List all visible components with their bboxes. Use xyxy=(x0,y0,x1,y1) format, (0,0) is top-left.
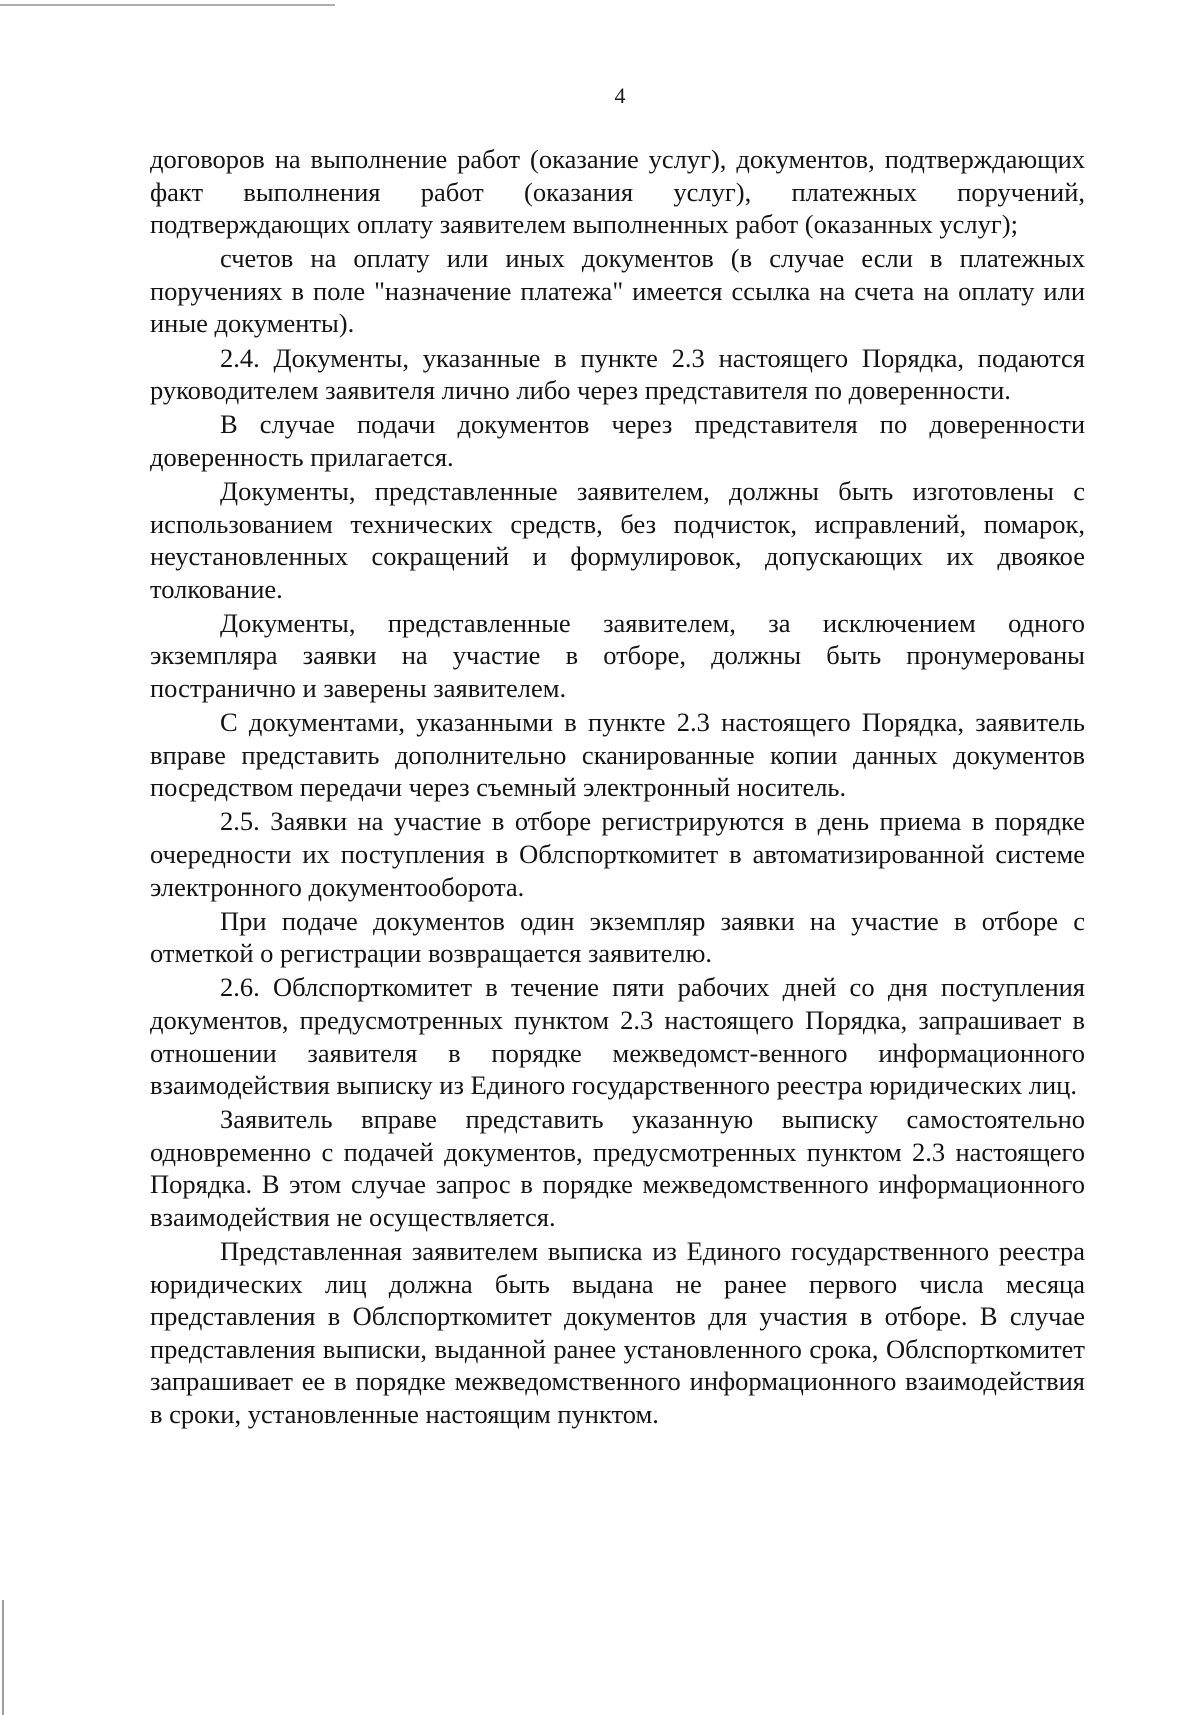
paragraph-document-numbering: Документы, представленные заявителем, за исключением одного экземпляра заявки на участие в отборе, должны быть пронумерованы постранично и заверены заявителем. xyxy=(150,607,1085,703)
paragraph-invoices: счетов на оплату или иных документов (в случае если в платежных поручениях в поле "назначение платежа" имеется ссылка на счета на оплату или иные документы). xyxy=(150,243,1085,339)
scan-edge-line-left xyxy=(2,1600,4,1715)
document-body xyxy=(150,143,1085,1432)
page-number: 4 xyxy=(614,83,626,108)
paragraph-self-submission: Заявитель вправе представить указанную выписку самостоятельно одновременно с подачей документов, предусмотренных пунктом 2.3 настоящего Порядка. В этом случае запрос в порядке межведомственного информационного взаимодействия не осуществляется. xyxy=(150,1104,1085,1232)
paragraph-registration-return: При подаче документов один экземпляр заявки на участие в отборе с отметкой о регистрации возвращается заявителю. xyxy=(150,905,1085,969)
paragraph-2-5: 2.5. Заявки на участие в отборе регистрируются в день приема в порядке очередности их поступления в Облспорткомитет в автоматизированной системе электронного документооборота. xyxy=(150,806,1085,902)
paragraph-2-6: 2.6. Облспорткомитет в течение пяти рабочих дней со дня поступления документов, предусмотренных пунктом 2.3 настоящего Порядка, запрашивает в отношении заявителя в порядке межведомст-венного информационного взаимодействия выписку из Единого государственного реестра юридических лиц. xyxy=(150,972,1085,1101)
paragraph-power-of-attorney: В случае подачи документов через представителя по доверенности доверенность прилагается. xyxy=(150,409,1085,472)
scan-edge-line-top xyxy=(0,4,335,6)
paragraph-document-requirements: Документы, представленные заявителем, должны быть изготовлены с использованием технических средств, без подчисток, исправлений, помарок, неустановленных сокращений и формулировок, допускающих их двоякое толкование. xyxy=(150,475,1085,604)
paragraph-scanned-copies: С документами, указанными в пункте 2.3 настоящего Порядка, заявитель вправе представить дополнительно сканированные копии данных документов посредством передачи через съемный электронный носитель. xyxy=(150,707,1085,803)
paragraph-extract-validity: Представленная заявителем выписка из Единого государственного реестра юридических лиц должна быть выдана не ранее первого числа месяца представления в Облспорткомитет документов для участия в отборе. В случае представления выписки, выданной ранее установленного срока, Облспорткомитет запрашивает ее в порядке межведомственного информационного взаимодействия в сроки, установленные настоящим пунктом. xyxy=(150,1236,1085,1430)
paragraph-continuation: договоров на выполнение работ (оказание услуг), документов, подтверждающих факт выполнения работ (оказания услуг), платежных поручений, подтверждающих оплату заявителем выполненных работ (оказанных услуг); xyxy=(150,144,1085,240)
paragraph-2-4: 2.4. Документы, указанные в пункте 2.3 настоящего Порядка, подаются руководителем заявителя лично либо через представителя по доверенности. xyxy=(150,342,1085,406)
